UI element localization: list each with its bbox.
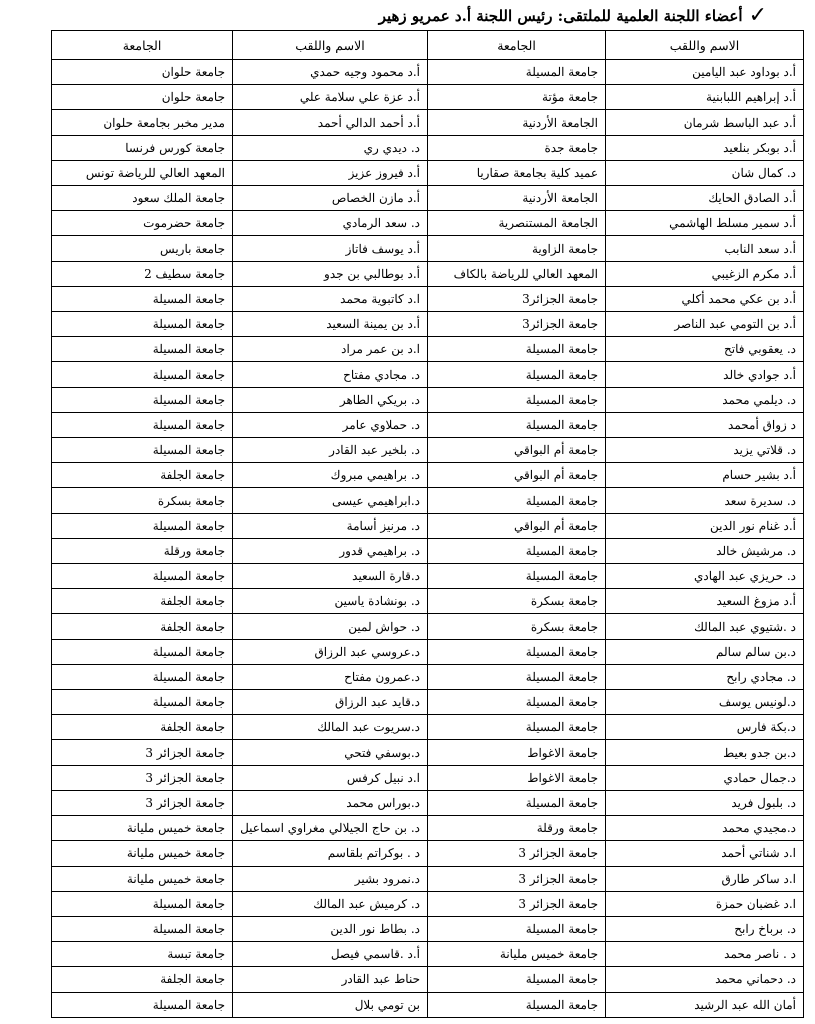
member-name: د. برباخ رابح [606, 916, 804, 941]
member-name: أ.د عبد الباسط شرمان [606, 110, 804, 135]
member-name: أ.د محمود وجيه حمدي [233, 60, 428, 85]
member-university: جامعة الزاوية [428, 236, 606, 261]
member-name: د. مرنيز أسامة [233, 513, 428, 538]
member-name: د. براهيمي مبروك [233, 463, 428, 488]
member-university: جامعة المسيلة [428, 488, 606, 513]
member-name: د. دحماني محمد [606, 967, 804, 992]
member-name: أ.د بشير حسام [606, 463, 804, 488]
member-university: جامعة المسيلة [52, 513, 233, 538]
member-name: أ.د فيروز عزيز [233, 160, 428, 185]
table-row [52, 690, 804, 715]
member-name: أ.د بوطالبي بن جدو [233, 261, 428, 286]
member-name: د. بلخير عبد القادر [233, 438, 428, 463]
member-name: د.مجيدي محمد [606, 816, 804, 841]
page-title: أعضاء اللجنة العلمية للملتقى: رئيس اللجنة أ.د عمريو زهير [378, 7, 743, 25]
member-university: جامعة المسيلة [428, 916, 606, 941]
table-row [52, 488, 804, 513]
table-row [52, 564, 804, 589]
table-row [52, 765, 804, 790]
member-university: المعهد العالي للرياضة بالكاف [428, 261, 606, 286]
table-row [52, 891, 804, 916]
table-row [52, 992, 804, 1017]
member-university: جامعة المسيلة [52, 337, 233, 362]
member-name: أ.د يوسف فاتاز [233, 236, 428, 261]
member-university: جامعة الجلفة [52, 589, 233, 614]
member-name: د. حملاوي عامر [233, 412, 428, 437]
member-university: جامعة بسكرة [428, 614, 606, 639]
header-name-2: الاسم واللقب [233, 31, 428, 60]
table-row [52, 790, 804, 815]
member-name: د. براهيمي قدور [233, 538, 428, 563]
member-university: جامعة المسيلة [428, 664, 606, 689]
member-university: جامعة الجلفة [52, 967, 233, 992]
member-name: د.بن جدو بعيط [606, 740, 804, 765]
member-university: جامعة المسيلة [428, 690, 606, 715]
member-university: جامعة المسيلة [428, 564, 606, 589]
header-university-1: الجامعة [428, 31, 606, 60]
table-row [52, 286, 804, 311]
member-university: جامعة سطيف 2 [52, 261, 233, 286]
member-university: جامعة حلوان [52, 85, 233, 110]
member-university: جامعة المسيلة [428, 715, 606, 740]
member-university: جامعة المسيلة [428, 967, 606, 992]
member-name: بن تومي بلال [233, 992, 428, 1017]
member-university: الجامعة الأردنية [428, 110, 606, 135]
member-name: أ.د إبراهيم اللبابنية [606, 85, 804, 110]
table-row [52, 412, 804, 437]
table-row [52, 614, 804, 639]
member-name: أ.د غنام نور الدين [606, 513, 804, 538]
member-name: د.قارة السعيد [233, 564, 428, 589]
member-university: الجامعة الأردنية [428, 186, 606, 211]
member-name: د. ديدي ري [233, 135, 428, 160]
member-name: د.عروسي عبد الرزاق [233, 639, 428, 664]
table-row [52, 942, 804, 967]
member-name: د.بوراس محمد [233, 790, 428, 815]
member-university: جامعة المسيلة [52, 639, 233, 664]
member-university: جامعة ورقلة [52, 538, 233, 563]
member-name: أ.د مزوغ السعيد [606, 589, 804, 614]
member-name: د. كرميش عبد المالك [233, 891, 428, 916]
member-university: جامعة الجزائر3 [428, 312, 606, 337]
member-name: حناط عبد القادر [233, 967, 428, 992]
table-row [52, 337, 804, 362]
member-university: جامعة الاغواط [428, 765, 606, 790]
member-university: جامعة المسيلة [428, 538, 606, 563]
member-name: أ.د مازن الخصاص [233, 186, 428, 211]
member-university: جامعة الجلفة [52, 715, 233, 740]
member-name: أ.د الصادق الحايك [606, 186, 804, 211]
member-name: ا.د غضبان حمزة [606, 891, 804, 916]
member-university: جامعة ورقلة [428, 816, 606, 841]
member-name: د. حريزي عبد الهادي [606, 564, 804, 589]
table-row [52, 589, 804, 614]
member-university: جامعة الجلفة [52, 614, 233, 639]
member-name: ا.د بن عمر مراد [233, 337, 428, 362]
table-row [52, 740, 804, 765]
member-university: جامعة كورس فرنسا [52, 135, 233, 160]
member-name: د. بلبول فريد [606, 790, 804, 815]
member-name: د . ناصر محمد [606, 942, 804, 967]
member-university: جامعة الملك سعود [52, 186, 233, 211]
member-university: جامعة الجزائر 3 [428, 841, 606, 866]
member-name: د.نمرود بشير [233, 866, 428, 891]
member-name: أ.د سعد النابب [606, 236, 804, 261]
table-row [52, 362, 804, 387]
table-row [52, 513, 804, 538]
member-name: أ.د مكرم الزغيبي [606, 261, 804, 286]
member-university: المعهد العالي للرياضة تونس [52, 160, 233, 185]
member-name: د.جمال حمادي [606, 765, 804, 790]
member-name: أ.د بن يمينة السعيد [233, 312, 428, 337]
member-university: جامعة الجلفة [52, 463, 233, 488]
member-name: ا.د شناتي أحمد [606, 841, 804, 866]
member-university: جامعة الجزائر 3 [52, 765, 233, 790]
member-name: د.قايد عبد الرزاق [233, 690, 428, 715]
member-university: جامعة المسيلة [52, 664, 233, 689]
member-name: د . بوكراتم بلقاسم [233, 841, 428, 866]
member-university: جامعة المسيلة [428, 412, 606, 437]
member-university: جامعة الاغواط [428, 740, 606, 765]
member-university: جامعة بسكرة [52, 488, 233, 513]
member-university: جامعة الجزائر 3 [428, 891, 606, 916]
member-university: جامعة خميس مليانة [52, 866, 233, 891]
table-row [52, 186, 804, 211]
member-university: جامعة المسيلة [428, 362, 606, 387]
member-name: د.لونيس يوسف [606, 690, 804, 715]
member-university: جامعة جدة [428, 135, 606, 160]
member-university: جامعة المسيلة [52, 362, 233, 387]
member-name: أ.د جوادي خالد [606, 362, 804, 387]
member-university: جامعة خميس مليانة [52, 816, 233, 841]
member-name: د. مرشيش خالد [606, 538, 804, 563]
document-header [379, 4, 767, 28]
member-university: جامعة الجزائر 3 [52, 790, 233, 815]
member-name: د. مجادي مفتاح [233, 362, 428, 387]
member-name: د.بكة فارس [606, 715, 804, 740]
member-name: د .شتيوي عبد المالك [606, 614, 804, 639]
member-name: د. سعد الرمادي [233, 211, 428, 236]
table-row [52, 816, 804, 841]
member-name: د.بن سالم سالم [606, 639, 804, 664]
member-university: جامعة حضرموت [52, 211, 233, 236]
table-row [52, 866, 804, 891]
member-name: د.عمرون مفتاح [233, 664, 428, 689]
table-header-row [52, 31, 804, 60]
member-university: جامعة المسيلة [52, 916, 233, 941]
member-university: جامعة الجزائر 3 [52, 740, 233, 765]
member-university: جامعة الجزائر 3 [428, 866, 606, 891]
member-university: جامعة المسيلة [428, 639, 606, 664]
member-name: د. يعقوبي فاتح [606, 337, 804, 362]
member-name: أ.د بن التومي عبد الناصر [606, 312, 804, 337]
member-name: أ.د بن عكي محمد أكلي [606, 286, 804, 311]
member-university: جامعة باريس [52, 236, 233, 261]
member-university: جامعة المسيلة [52, 891, 233, 916]
member-name: د. ديلمي محمد [606, 387, 804, 412]
member-name: أ.د بوبكر بنلعيد [606, 135, 804, 160]
member-university: جامعة المسيلة [428, 337, 606, 362]
member-name: أ.د سمير مسلط الهاشمي [606, 211, 804, 236]
member-university: جامعة المسيلة [428, 387, 606, 412]
member-name: د. مجادي رابح [606, 664, 804, 689]
member-university: جامعة خميس مليانة [52, 841, 233, 866]
member-name: أ.د .قاسمي فيصل [233, 942, 428, 967]
member-name: د. كمال شان [606, 160, 804, 185]
member-name: د.سريوت عبد المالك [233, 715, 428, 740]
table-row [52, 715, 804, 740]
member-university: جامعة المسيلة [52, 312, 233, 337]
table-row [52, 261, 804, 286]
header-university-2: الجامعة [52, 31, 233, 60]
table-row [52, 639, 804, 664]
table-row [52, 438, 804, 463]
member-name: د. قلاتي يزيد [606, 438, 804, 463]
table-row [52, 236, 804, 261]
member-university: جامعة أم البواقي [428, 463, 606, 488]
member-name: ا.د نبيل كرفس [233, 765, 428, 790]
table-row [52, 916, 804, 941]
member-name: د. بونشادة ياسين [233, 589, 428, 614]
checkmark-icon: ✓ [748, 3, 767, 28]
member-name: د. سديرة سعد [606, 488, 804, 513]
member-name: د. حواش لمين [233, 614, 428, 639]
table-row [52, 664, 804, 689]
member-name: أ.د أحمد الدالي أحمد [233, 110, 428, 135]
header-name-1: الاسم واللقب [606, 31, 804, 60]
table-row [52, 841, 804, 866]
member-university: جامعة المسيلة [428, 992, 606, 1017]
member-university: جامعة مؤتة [428, 85, 606, 110]
table-row [52, 312, 804, 337]
member-university: جامعة المسيلة [52, 286, 233, 311]
member-university: جامعة المسيلة [52, 992, 233, 1017]
member-name: د.ابراهيمي عيسى [233, 488, 428, 513]
table-row [52, 967, 804, 992]
member-university: الجامعة المستنصرية [428, 211, 606, 236]
member-university: جامعة المسيلة [52, 438, 233, 463]
table-row [52, 160, 804, 185]
member-name: د. بطاط نور الدين [233, 916, 428, 941]
member-name: ا.د ساكر طارق [606, 866, 804, 891]
table-row [52, 387, 804, 412]
member-university: عميد كلية بجامعة صقاريا [428, 160, 606, 185]
member-university: جامعة أم البواقي [428, 438, 606, 463]
member-name: د زواق أمحمد [606, 412, 804, 437]
member-university: جامعة المسيلة [52, 412, 233, 437]
table-row [52, 60, 804, 85]
committee-table [51, 30, 804, 1018]
member-university: جامعة المسيلة [52, 564, 233, 589]
member-university: جامعة المسيلة [52, 690, 233, 715]
member-name: أ.د عزة علي سلامة علي [233, 85, 428, 110]
member-name: د.بوسفي فتحي [233, 740, 428, 765]
member-university: جامعة المسيلة [52, 387, 233, 412]
table-row [52, 135, 804, 160]
member-name: د. بريكي الطاهر [233, 387, 428, 412]
table-row [52, 85, 804, 110]
member-name: د. بن حاج الجيلالي مغراوي اسماعيل [233, 816, 428, 841]
member-university: جامعة الجزائر3 [428, 286, 606, 311]
table-row [52, 211, 804, 236]
member-university: جامعة بسكرة [428, 589, 606, 614]
table-row [52, 110, 804, 135]
member-university: جامعة خميس مليانة [428, 942, 606, 967]
table-row [52, 538, 804, 563]
table-row [52, 463, 804, 488]
member-university: جامعة أم البواقي [428, 513, 606, 538]
member-university: جامعة تبسة [52, 942, 233, 967]
member-name: أ.د بوداود عبد اليامين [606, 60, 804, 85]
member-university: مدير مخبر بجامعة حلوان [52, 110, 233, 135]
member-name: أمان الله عبد الرشيد [606, 992, 804, 1017]
member-name: ا.د كاتبوية محمد [233, 286, 428, 311]
member-university: جامعة حلوان [52, 60, 233, 85]
member-university: جامعة المسيلة [428, 60, 606, 85]
member-university: جامعة المسيلة [428, 790, 606, 815]
